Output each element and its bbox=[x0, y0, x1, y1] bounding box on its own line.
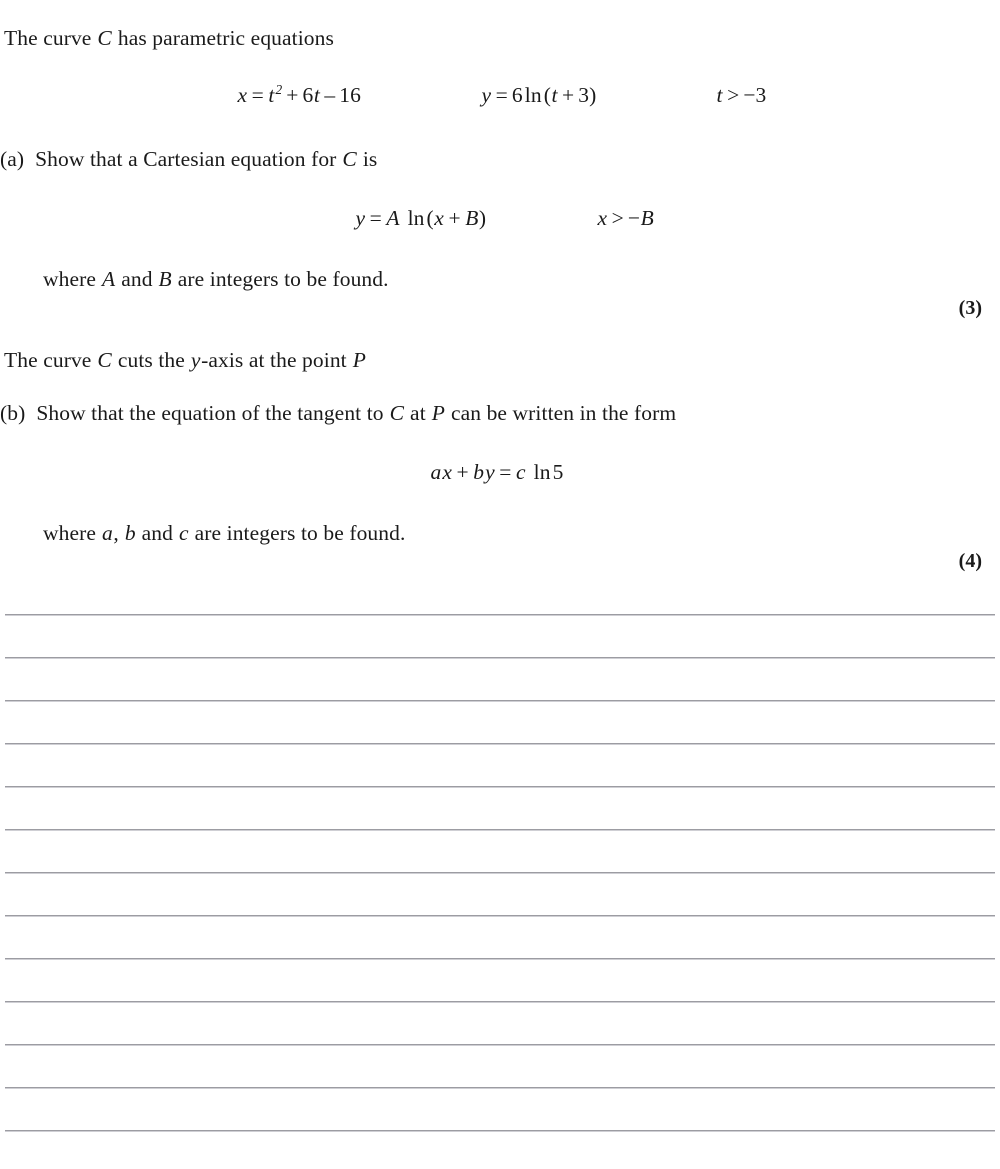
answer-rule-line bbox=[5, 743, 995, 744]
answer-rule-line bbox=[5, 915, 995, 916]
curve-label-c: C bbox=[97, 26, 112, 50]
part-a-marks: (3) bbox=[958, 297, 982, 319]
part-a-where-text: where A and B are integers to be found. bbox=[43, 267, 389, 291]
answer-rule-line bbox=[5, 1130, 995, 1131]
part-b-marks: (4) bbox=[958, 550, 982, 572]
answer-rule-line bbox=[5, 829, 995, 830]
part-b-stem: (b) Show that the equation of the tangent to C at P can be written in the form bbox=[0, 401, 677, 425]
answer-rule-line bbox=[5, 786, 995, 787]
cartesian-equation-display: y = A ln(x + B) bbox=[355, 206, 487, 230]
answer-rule-line bbox=[5, 958, 995, 959]
parametric-domain-t: t > −3 bbox=[716, 83, 767, 107]
answer-rule-line bbox=[5, 1087, 995, 1088]
part-b-intro-text: The curve C cuts the y-axis at the point P bbox=[4, 348, 366, 372]
answer-rule-line bbox=[5, 657, 995, 658]
answer-rule-line bbox=[5, 872, 995, 873]
parametric-equation-x: $x = t^2 + 6t - 16$ bbox=[237, 81, 361, 107]
parametric-equation-y: y = 6ln(t + 3) bbox=[481, 83, 597, 107]
part-b-where-text: where a, b and c are integers to be found. bbox=[43, 521, 406, 545]
answer-rule-line bbox=[5, 1044, 995, 1045]
question-intro-text: The curve C has parametric equations bbox=[4, 26, 334, 50]
answer-rule-line bbox=[5, 1001, 995, 1002]
tangent-equation-display: ax + by = c ln5 bbox=[430, 460, 564, 484]
cartesian-domain-display: x > −B bbox=[597, 206, 654, 230]
part-a-stem: (a) Show that a Cartesian equation for C is bbox=[0, 147, 378, 171]
answer-rule-line bbox=[5, 614, 995, 615]
answer-rule-line bbox=[5, 700, 995, 701]
